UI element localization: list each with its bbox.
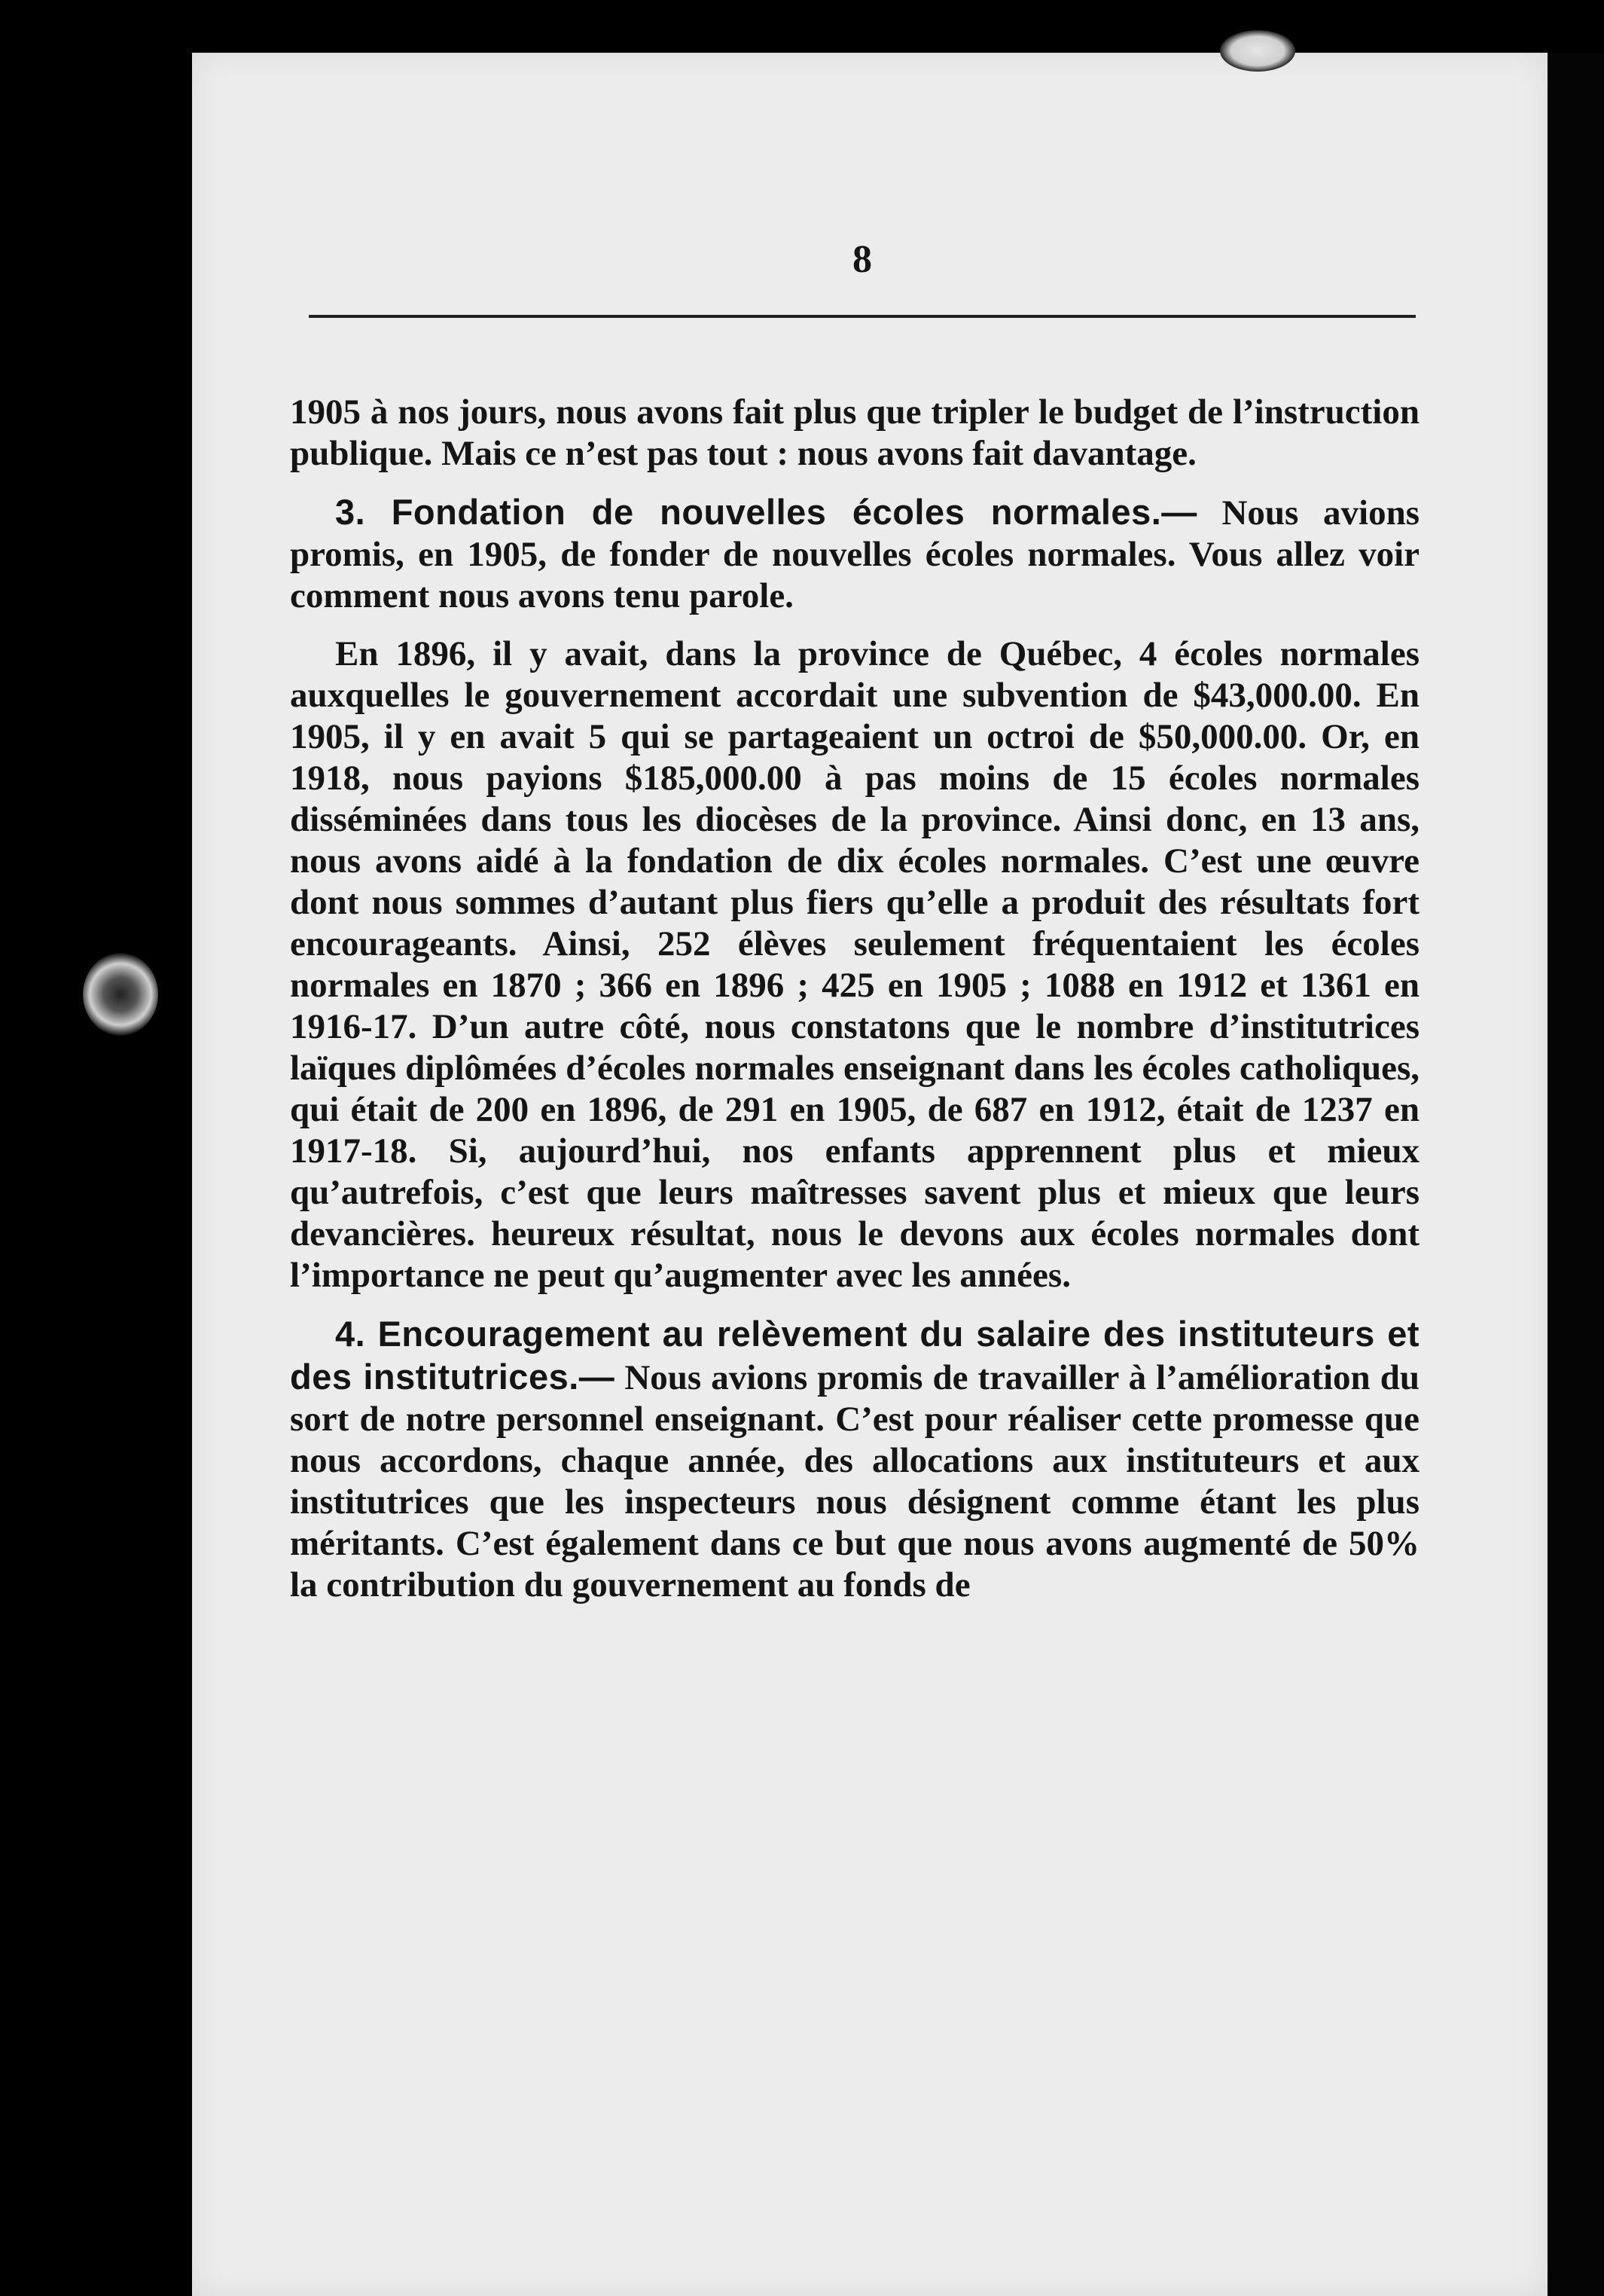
paragraph-text: En 1896, il y avait, dans la province de Québec, 4 écoles normales auxquelles le gouvernement accordait une subvention de $43,000.00. En 1905, il y en avait 5 qui se partageaient un octroi de $50,000.00. Or, en 1918, nous payions $185,000.00 à pas moins de 15 écoles normales disséminées dans tous les diocèses de la province. Ainsi donc, en 13 ans, nous avons aidé à la fondation de dix écoles normales. C’est une œuvre dont nous sommes d’autant plus fiers qu’elle a produit des résultats fort encourageants. Ainsi, 252 élèves seulement fréquentaient les écoles normales en 1870 ; 366 en 1896 ; 425 en 1905 ; 1088 en 1912 et 1361 en 1916-17. D’un autre côté, nous constatons que le nombre d’institutrices laïques diplômées d’écoles normales enseignant dans les écoles catholiques, qui était de 200 en 1896, de 291 en 1905, de 687 en 1912, était de 1237 en 1917-18. Si, aujourd’hui, nos enfants apprennent plus et mieux qu’autrefois, c’est que leurs maîtresses savent plus et mieux que leurs devancières. heureux résultat, nous le devons aux écoles normales dont l’importance ne peut qu’augmenter avec les années.: [290, 634, 1420, 1295]
header-rule: [309, 315, 1416, 318]
paragraph: [290, 392, 1420, 475]
paragraph-text: Nous avions promis de travailler à l’amélioration du sort de notre personnel enseignant. C’est pour réaliser cette promesse que nous accordons, chaque année, des allocations aux instituteurs et aux institutrices que les inspecteurs nous désignent comme étant les plus méritants. C’est également dans ce but que nous avons augmenté de 50% la contribution du gouvernement au fonds de: [290, 1358, 1420, 1604]
section-heading: 3. Fondation de nouvelles écoles normales.—: [335, 492, 1197, 532]
section-heading: 4. Encouragement au relèvement du salaire des instituteurs et des institutrices.—: [290, 1314, 1420, 1397]
page-number: 8: [852, 238, 872, 281]
paragraph: [290, 1313, 1420, 1606]
document-body: [290, 392, 1420, 1623]
scan-border: [1548, 53, 1604, 2296]
scan-blemish: [1220, 30, 1295, 72]
scan-blemish: [83, 953, 158, 1036]
paragraph-text: 1905 à nos jours, nous avons fait plus que tripler le budget de l’instruction publique. Mais ce n’est pas tout : nous avons fait davantage.: [290, 392, 1420, 473]
paragraph: [290, 491, 1420, 617]
paragraph-text: Nous avions promis, en 1905, de fonder de nouvelles écoles normales. Vous allez voir comment nous avons tenu parole.: [290, 493, 1420, 615]
paragraph: [290, 634, 1420, 1296]
